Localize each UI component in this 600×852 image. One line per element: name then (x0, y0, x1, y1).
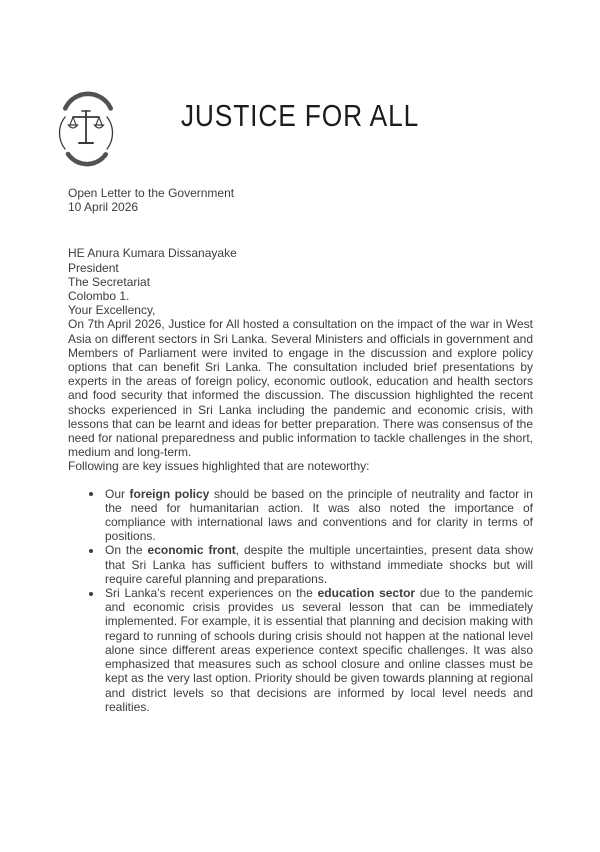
page-title: JUSTICE FOR ALL (180, 98, 420, 133)
list-item: Our foreign policy should be based on the principle of neutrality and factor in the need for humanitarian action. It was also noted the importance of compliance with international laws and conventions and for clarity in terms of positions. (68, 487, 533, 544)
recipient-title: President (68, 260, 119, 275)
recipient-city: Colombo 1. (68, 289, 130, 304)
recipient-office: The Secretariat (68, 274, 151, 289)
recipient-address (68, 246, 533, 303)
letter-body (68, 186, 533, 714)
list-item: Sri Lanka’s recent experiences on the education sector due to the pandemic and economic crisis provides us several lesson that can be immediately implemented. For example, it is essential that planning and decision making with regard to running of schools during crisis should not happen at the national level alone since different areas experience context specific challenges. It was also emphasized that measures such as school closure and online classes must be kept as the very last option. Priority should be given towards planning at regional and district levels so that decisions are informed by local level needs and realities. (68, 586, 533, 714)
list-item: On the economic front, despite the multiple uncertainties, present data show that Sri Lanka has sufficient buffers to withstand immediate shocks but will require careful planning and preparations. (68, 543, 533, 586)
letter-subject: Open Letter to the Government (68, 186, 235, 200)
letter-date: 10 April 2026 (68, 200, 139, 215)
recipient-name: HE Anura Kumara Dissanayake (68, 246, 237, 261)
key-issues-list (68, 487, 533, 714)
key-issues-intro: Following are key issues highlighted that are noteworthy: (68, 459, 370, 474)
opening-paragraph: On 7th April 2026, Justice for All hosted a consultation on the impact of the war in West Asia on different sectors in Sri Lanka. Several Ministers and officials in government and Members of Parliament were invited to engage in the discussion and explore policy options that can benefit Sri Lanka. The consultation included brief presentations by experts in the areas of foreign policy, economic outlook, education and health sectors and food security that informed the discussion. The discussion highlighted the recent shocks experienced in Sri Lanka including the pandemic and economic crisis, with lessons that can be learnt and ideas for better preparation. There was consensus of the need for national preparedness and public information to tackle challenges in the short, medium and long-term. (68, 317, 533, 460)
salutation: Your Excellency, (68, 303, 156, 318)
